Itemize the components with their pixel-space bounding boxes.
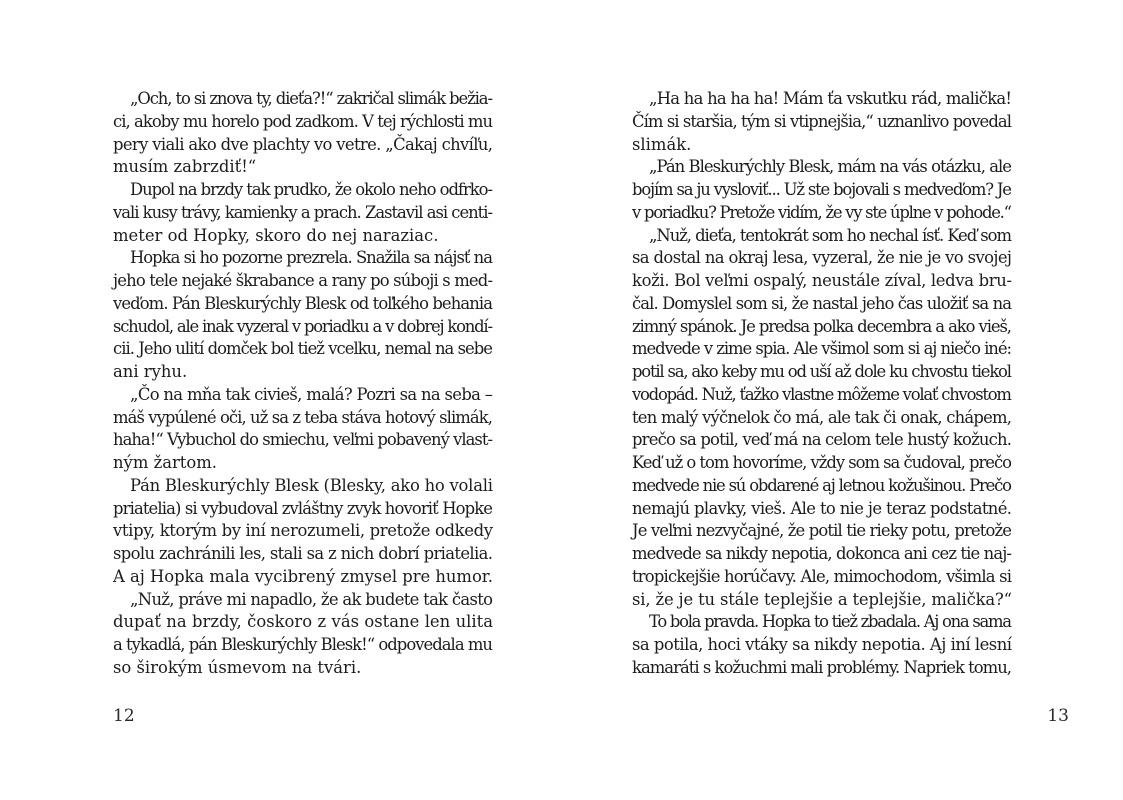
text-line: Je veľmi nezvyčajné, že potil tie rieky potu, pretože	[632, 521, 1012, 541]
text-line: prečo sa potil, veď má na celom tele hustý kožuch.	[632, 430, 1012, 450]
text-line: „Ha ha ha ha ha! Mám ťa vskutku rád, malička!	[649, 89, 1012, 108]
text-line: si, že je tu stále teplejšie a teplejšie, malička?“	[632, 589, 1012, 609]
text-line: máš vypúlené oči, už sa z teba stáva hotový slimák,	[113, 407, 493, 427]
text-line: „Pán Bleskurýchly Blesk, mám na vás otázku, ale	[649, 157, 1012, 177]
text-line: dupať na brzdy, čoskoro z vás ostane len ulita	[113, 612, 493, 632]
text-line: „Och, to si znova ty, dieťa?!“ zakričal slimák bežia-	[130, 89, 492, 108]
left-page	[0, 0, 561, 800]
text-line: jeho tele nejaké škrabance a rany po súboji s med-	[113, 271, 493, 290]
text-line: a tykadlá, pán Bleskurýchly Blesk!“ odpovedala mu	[113, 635, 493, 654]
text-line: čal. Domyslel som si, že nastal jeho čas uložiť sa na	[632, 293, 1012, 313]
right-page-text	[632, 88, 1012, 680]
text-line: tropickejšie horúčavy. Ale, mimochodom, všimla si	[632, 566, 1012, 586]
text-line: zimný spánok. Je predsa polka decembra a ako vieš,	[632, 316, 1011, 336]
right-page	[561, 0, 1123, 800]
text-line: veďom. Pán Bleskurýchly Blesk od toľkého behania	[113, 293, 493, 313]
text-line: nemajú plavky, vieš. Ale to nie je teraz podstatné.	[632, 498, 1012, 518]
text-line: vali kusy trávy, kamienky a prach. Zastavil asi centi-	[113, 202, 493, 222]
text-line: sa dostal na okraj lesa, vyzeral, že nie je vo svojej	[632, 248, 1012, 268]
text-line: ným žartom.	[113, 453, 218, 472]
text-line: „Čo na mňa tak civieš, malá? Pozri sa na seba –	[130, 384, 493, 404]
text-line: medvede v zime spia. Ale všimol som si aj niečo iné:	[632, 339, 1011, 359]
text-line: bojím sa ju vysloviť... Už ste bojovali s medveďom? Je	[632, 180, 1011, 199]
text-line: priatelia) si vybudoval zvláštny zvyk hovoriť Hopke	[113, 498, 493, 518]
text-line: Hopka si ho pozorne prezrela. Snažila sa nájsť na	[130, 248, 493, 268]
text-line: kamaráti s kožuchmi mali problémy. Napriek tomu,	[632, 657, 1012, 677]
text-line: Dupol na brzdy tak prudko, že okolo neho odfrko-	[130, 180, 492, 199]
right-page-number: 13	[1047, 706, 1069, 726]
text-line: ani ryhu.	[113, 362, 188, 381]
text-line: sa potila, hoci vtáky sa nikdy nepotia. Aj iní lesní	[632, 635, 1012, 654]
text-line: To bola pravda. Hopka to tiež zbadala. Aj ona sama	[649, 612, 1011, 632]
text-line: Pán Bleskurýchly Blesk (Blesky, ako ho volali	[130, 475, 493, 495]
text-line: medvede nie sú obdarené aj letnou kožušinou. Prečo	[632, 475, 1011, 495]
text-line: Čím si staršia, tým si vtipnejšia,“ uznanlivo povedal	[632, 111, 1012, 131]
text-line: musím zabrzdiť!“	[113, 157, 257, 177]
text-line: schudol, ale inak vyzeral v poriadku a v dobrej kondí-	[113, 316, 492, 336]
text-line: meter od Hopky, skoro do nej naraziac.	[113, 225, 439, 245]
text-line: spolu zachránili les, stali sa z nich dobrí priatelia.	[113, 544, 493, 563]
text-line: medvede sa nikdy nepotia, dokonca ani cez tie naj-	[632, 544, 1012, 563]
text-line: cii. Jeho ulití domček bol tiež vcelku, nemal na sebe	[113, 339, 493, 359]
text-line: ci, akoby mu horelo pod zadkom. V tej rýchlosti mu	[113, 111, 493, 131]
text-line: vodopád. Nuž, ťažko vlastne môžeme volať chvostom	[632, 384, 1011, 404]
text-line: koži. Bol veľmi ospalý, neustále zíval, ledva bru-	[632, 271, 1012, 290]
text-line: potil sa, ako keby mu od uší až dole ku chvostu tiekol	[632, 362, 1011, 381]
text-line: ten malý výčnelok čo má, ale tak či onak, chápem,	[632, 407, 1012, 427]
left-page-text	[113, 88, 493, 680]
text-line: so širokým úsmevom na tvári.	[113, 657, 362, 677]
left-page-number: 12	[113, 706, 135, 726]
text-line: slimák.	[632, 134, 692, 154]
text-line: Keď už o tom hovoríme, vždy som sa čudoval, prečo	[632, 453, 1011, 472]
text-line: v poriadku? Pretože vidím, že vy ste úplne v pohode.“	[632, 202, 1011, 222]
text-line: vtipy, ktorým by iní nerozumeli, pretože odkedy	[113, 521, 493, 541]
text-line: pery viali ako dve plachty vo vetre. „Čakaj chvíľu,	[113, 134, 493, 154]
text-line: „Nuž, práve mi napadlo, že ak budete tak často	[130, 589, 493, 609]
text-line: haha!“ Vybuchol do smiechu, veľmi pobavený vlast-	[113, 430, 492, 450]
text-line: A aj Hopka mala vycibrený zmysel pre humor.	[113, 566, 493, 586]
text-line: „Nuž, dieťa, tentokrát som ho nechal ísť. Keď som	[649, 225, 1011, 245]
